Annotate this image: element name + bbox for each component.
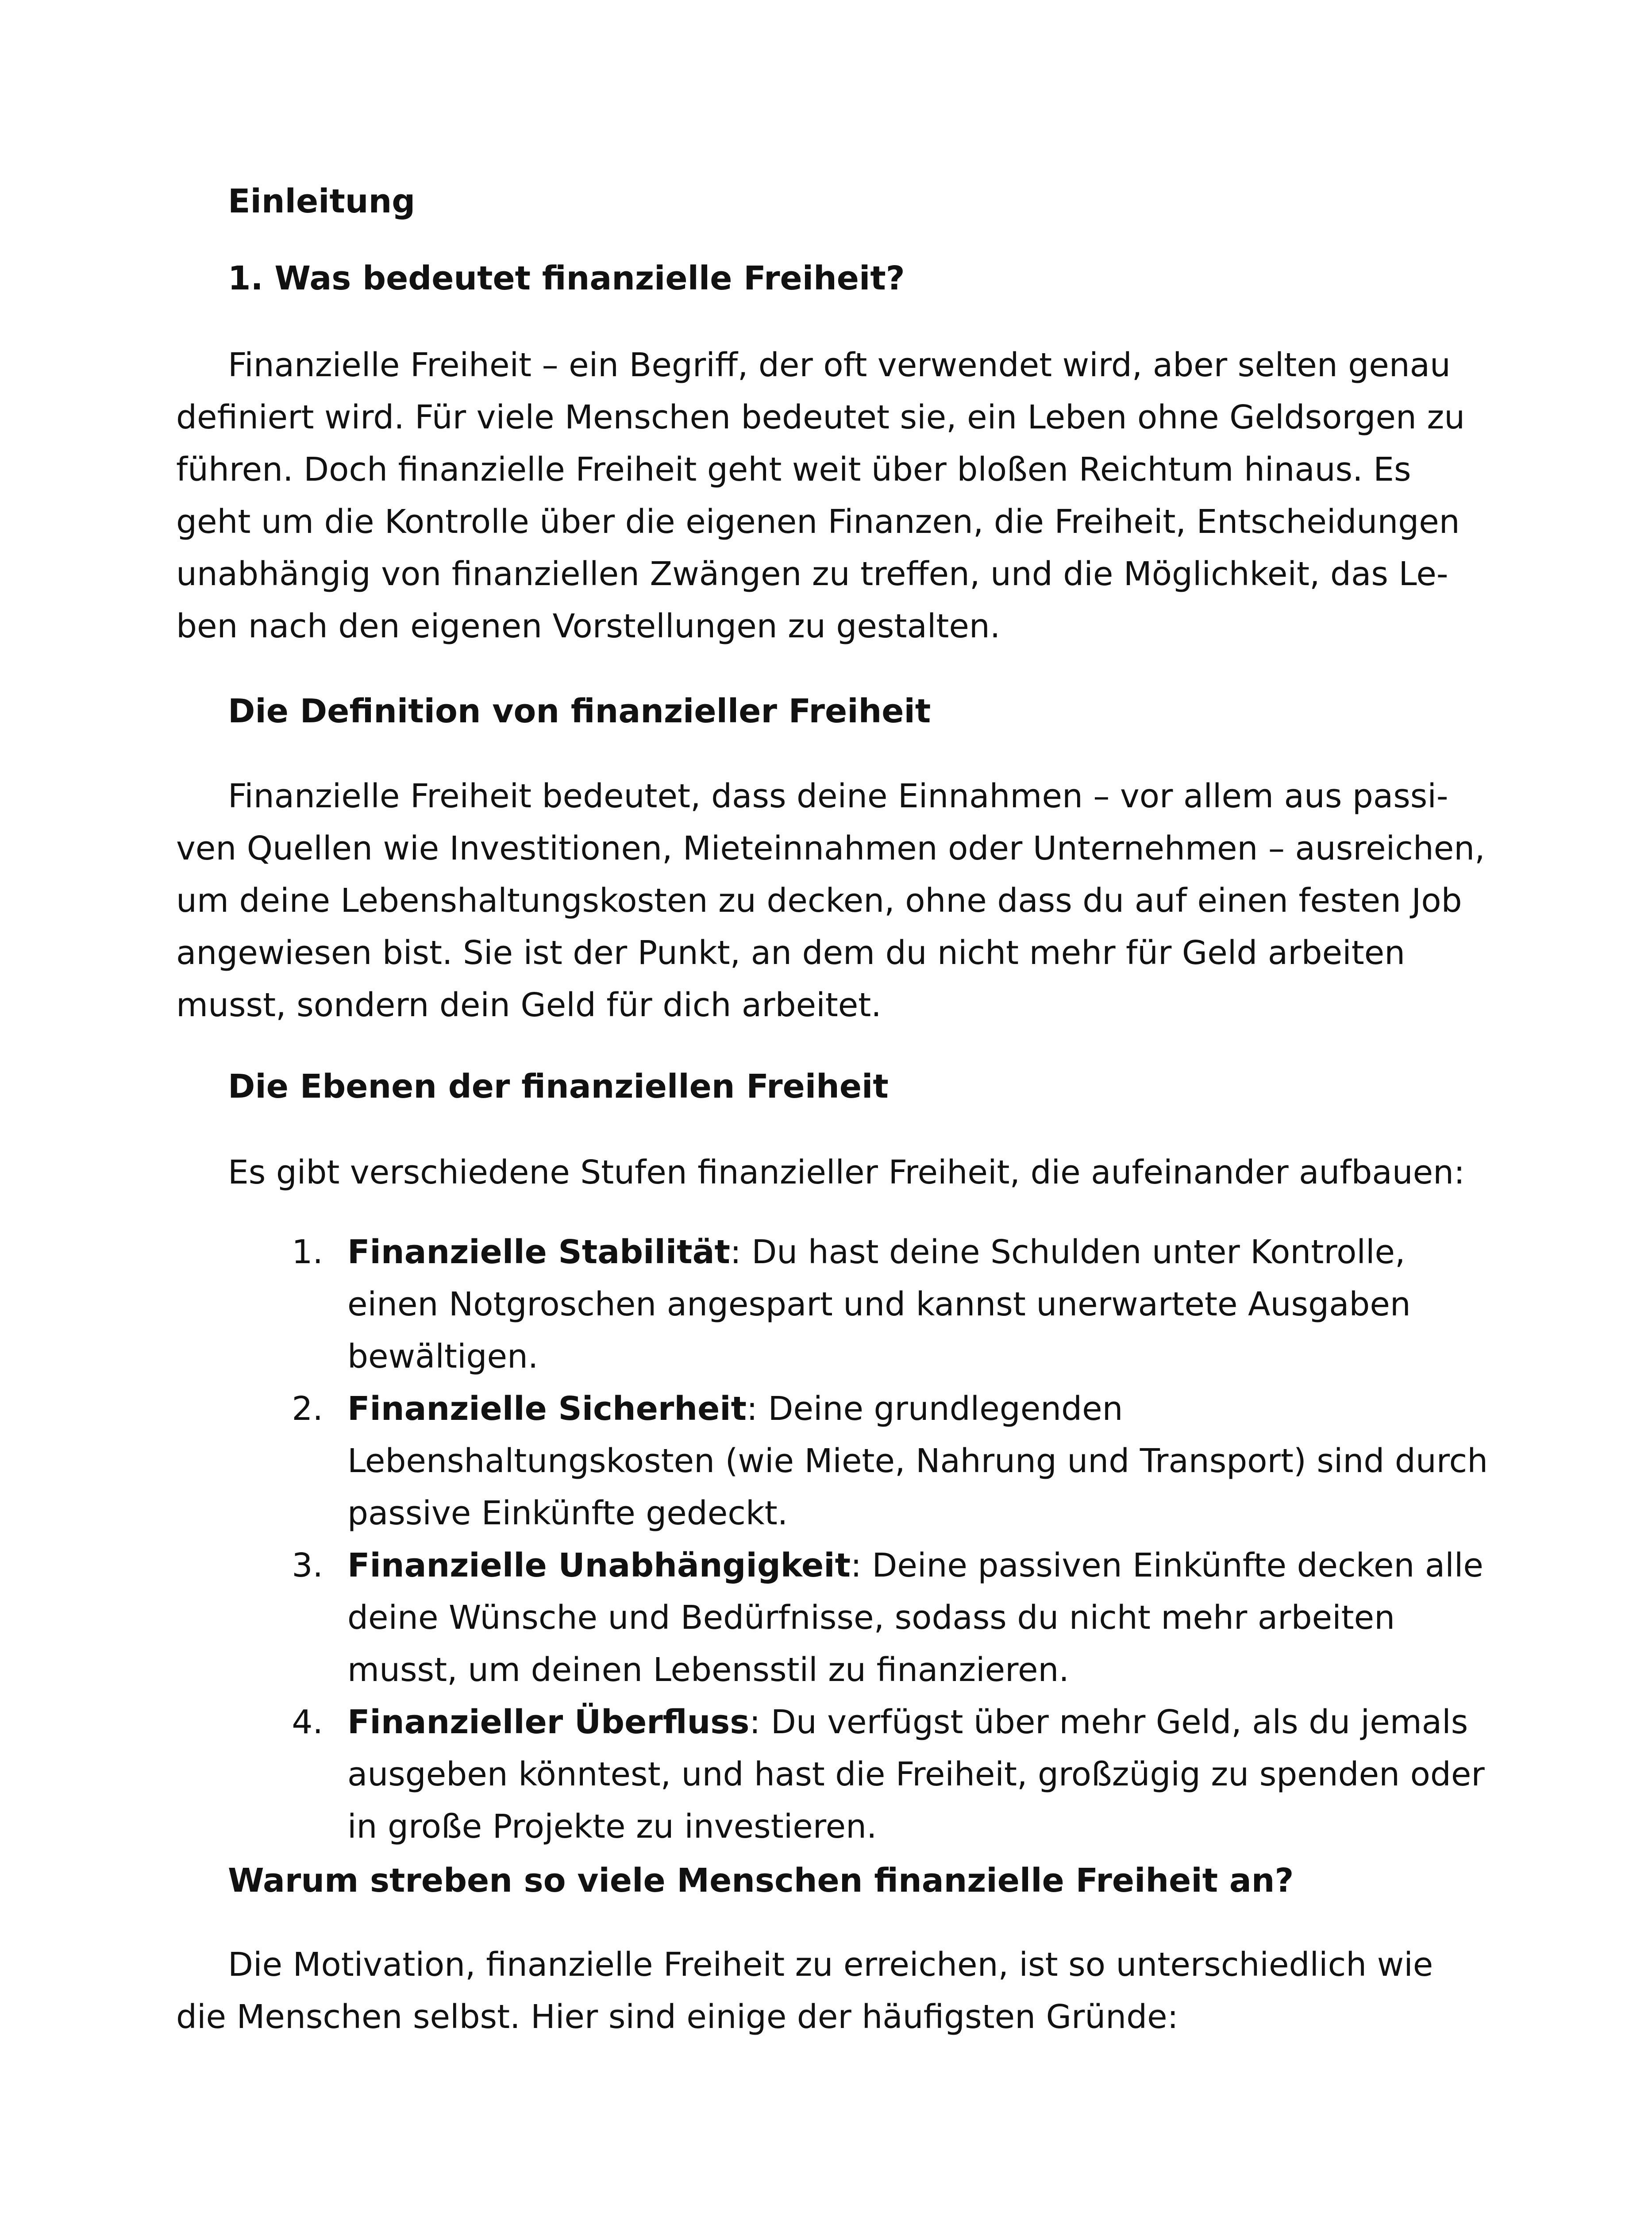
list-item-term: Finanzielle Unabhängigkeit — [347, 1546, 851, 1585]
list-item-term: Finanzieller Überfluss — [347, 1703, 750, 1741]
list-item — [274, 1539, 1496, 1696]
paragraph-levels-intro: Es gibt verschiedene Stufen finanzieller Freiheit, die aufeinander aufbauen: — [228, 1153, 1465, 1191]
list-item-text: : Du hast deine Schulden unter Kontrolle, einen Notgroschen angespart und kannst unerwartete Ausgaben bewältigen. — [347, 1233, 1411, 1376]
list-item-text: : Deine passiven Einkünfte decken alle deine Wünsche und Bedürfnisse, sodass du nicht mehr arbeiten musst, um deinen Lebensstil zu finanzieren. — [347, 1546, 1483, 1689]
heading-levels: Die Ebenen der finanziellen Freiheit — [228, 1068, 889, 1106]
list-item — [274, 1696, 1496, 1853]
heading-definition: Die Definition von finanzieller Freiheit — [228, 692, 931, 730]
heading-section-1: 1. Was bedeutet finanzielle Freiheit? — [228, 259, 905, 297]
paragraph-definition: Finanzielle Freiheit bedeutet, dass deine Einnahmen – vor allem aus passiven Quellen wie Investitionen, Mieteinnahmen oder Unternehmen – ausreichen, um deine Lebenshaltungskosten zu decken, ohne dass du auf einen festen Job angewiesen bist. Sie ist der Punkt, an dem du nicht mehr für Geld arbeiten musst, sondern dein Geld für dich arbeitet. — [176, 777, 1485, 1024]
list-item-term: Finanzielle Sicherheit — [347, 1390, 747, 1428]
list-item-number: 2. — [292, 1390, 323, 1428]
levels-list — [274, 1226, 1496, 1853]
list-item-number: 3. — [292, 1546, 323, 1585]
paragraph-motivation: Die Motivation, finanzielle Freiheit zu erreichen, ist so unterschiedlich wie die Menschen selbst. Hier sind einige der häufigsten Gründe: — [176, 1946, 1433, 2036]
heading-intro: Einleitung — [228, 182, 416, 220]
list-item-term: Finanzielle Stabilität — [347, 1233, 730, 1271]
list-item-number: 4. — [292, 1703, 323, 1741]
list-item-text: : Deine grundlegenden Lebenshaltungskosten (wie Miete, Nahrung und Transport) sind durch passive Einkünfte gedeckt. — [347, 1390, 1488, 1532]
list-item — [274, 1383, 1496, 1539]
list-item-number: 1. — [292, 1233, 323, 1271]
list-item-text: : Du verfügst über mehr Geld, als du jemals ausgeben könntest, und hast die Freiheit, großzügig zu spenden oder in große Projekte zu investieren. — [347, 1703, 1485, 1846]
paragraph-meaning: Finanzielle Freiheit – ein Begriff, der oft verwendet wird, aber selten genau definiert wird. Für viele Menschen bedeutet sie, ein Leben ohne Geldsorgen zu führen. Doch finanzielle Freiheit geht weit über bloßen Reichtum hinaus. Es geht um die Kontrolle über die eigenen Finanzen, die Freiheit, Entscheidungen unabhängig von finanziellen Zwängen zu treffen, und die Möglichkeit, das Leben nach den eigenen Vorstellungen zu gestalten. — [176, 346, 1465, 645]
list-item — [274, 1226, 1496, 1383]
heading-why: Warum streben so viele Menschen finanzielle Freiheit an? — [228, 1862, 1294, 1900]
